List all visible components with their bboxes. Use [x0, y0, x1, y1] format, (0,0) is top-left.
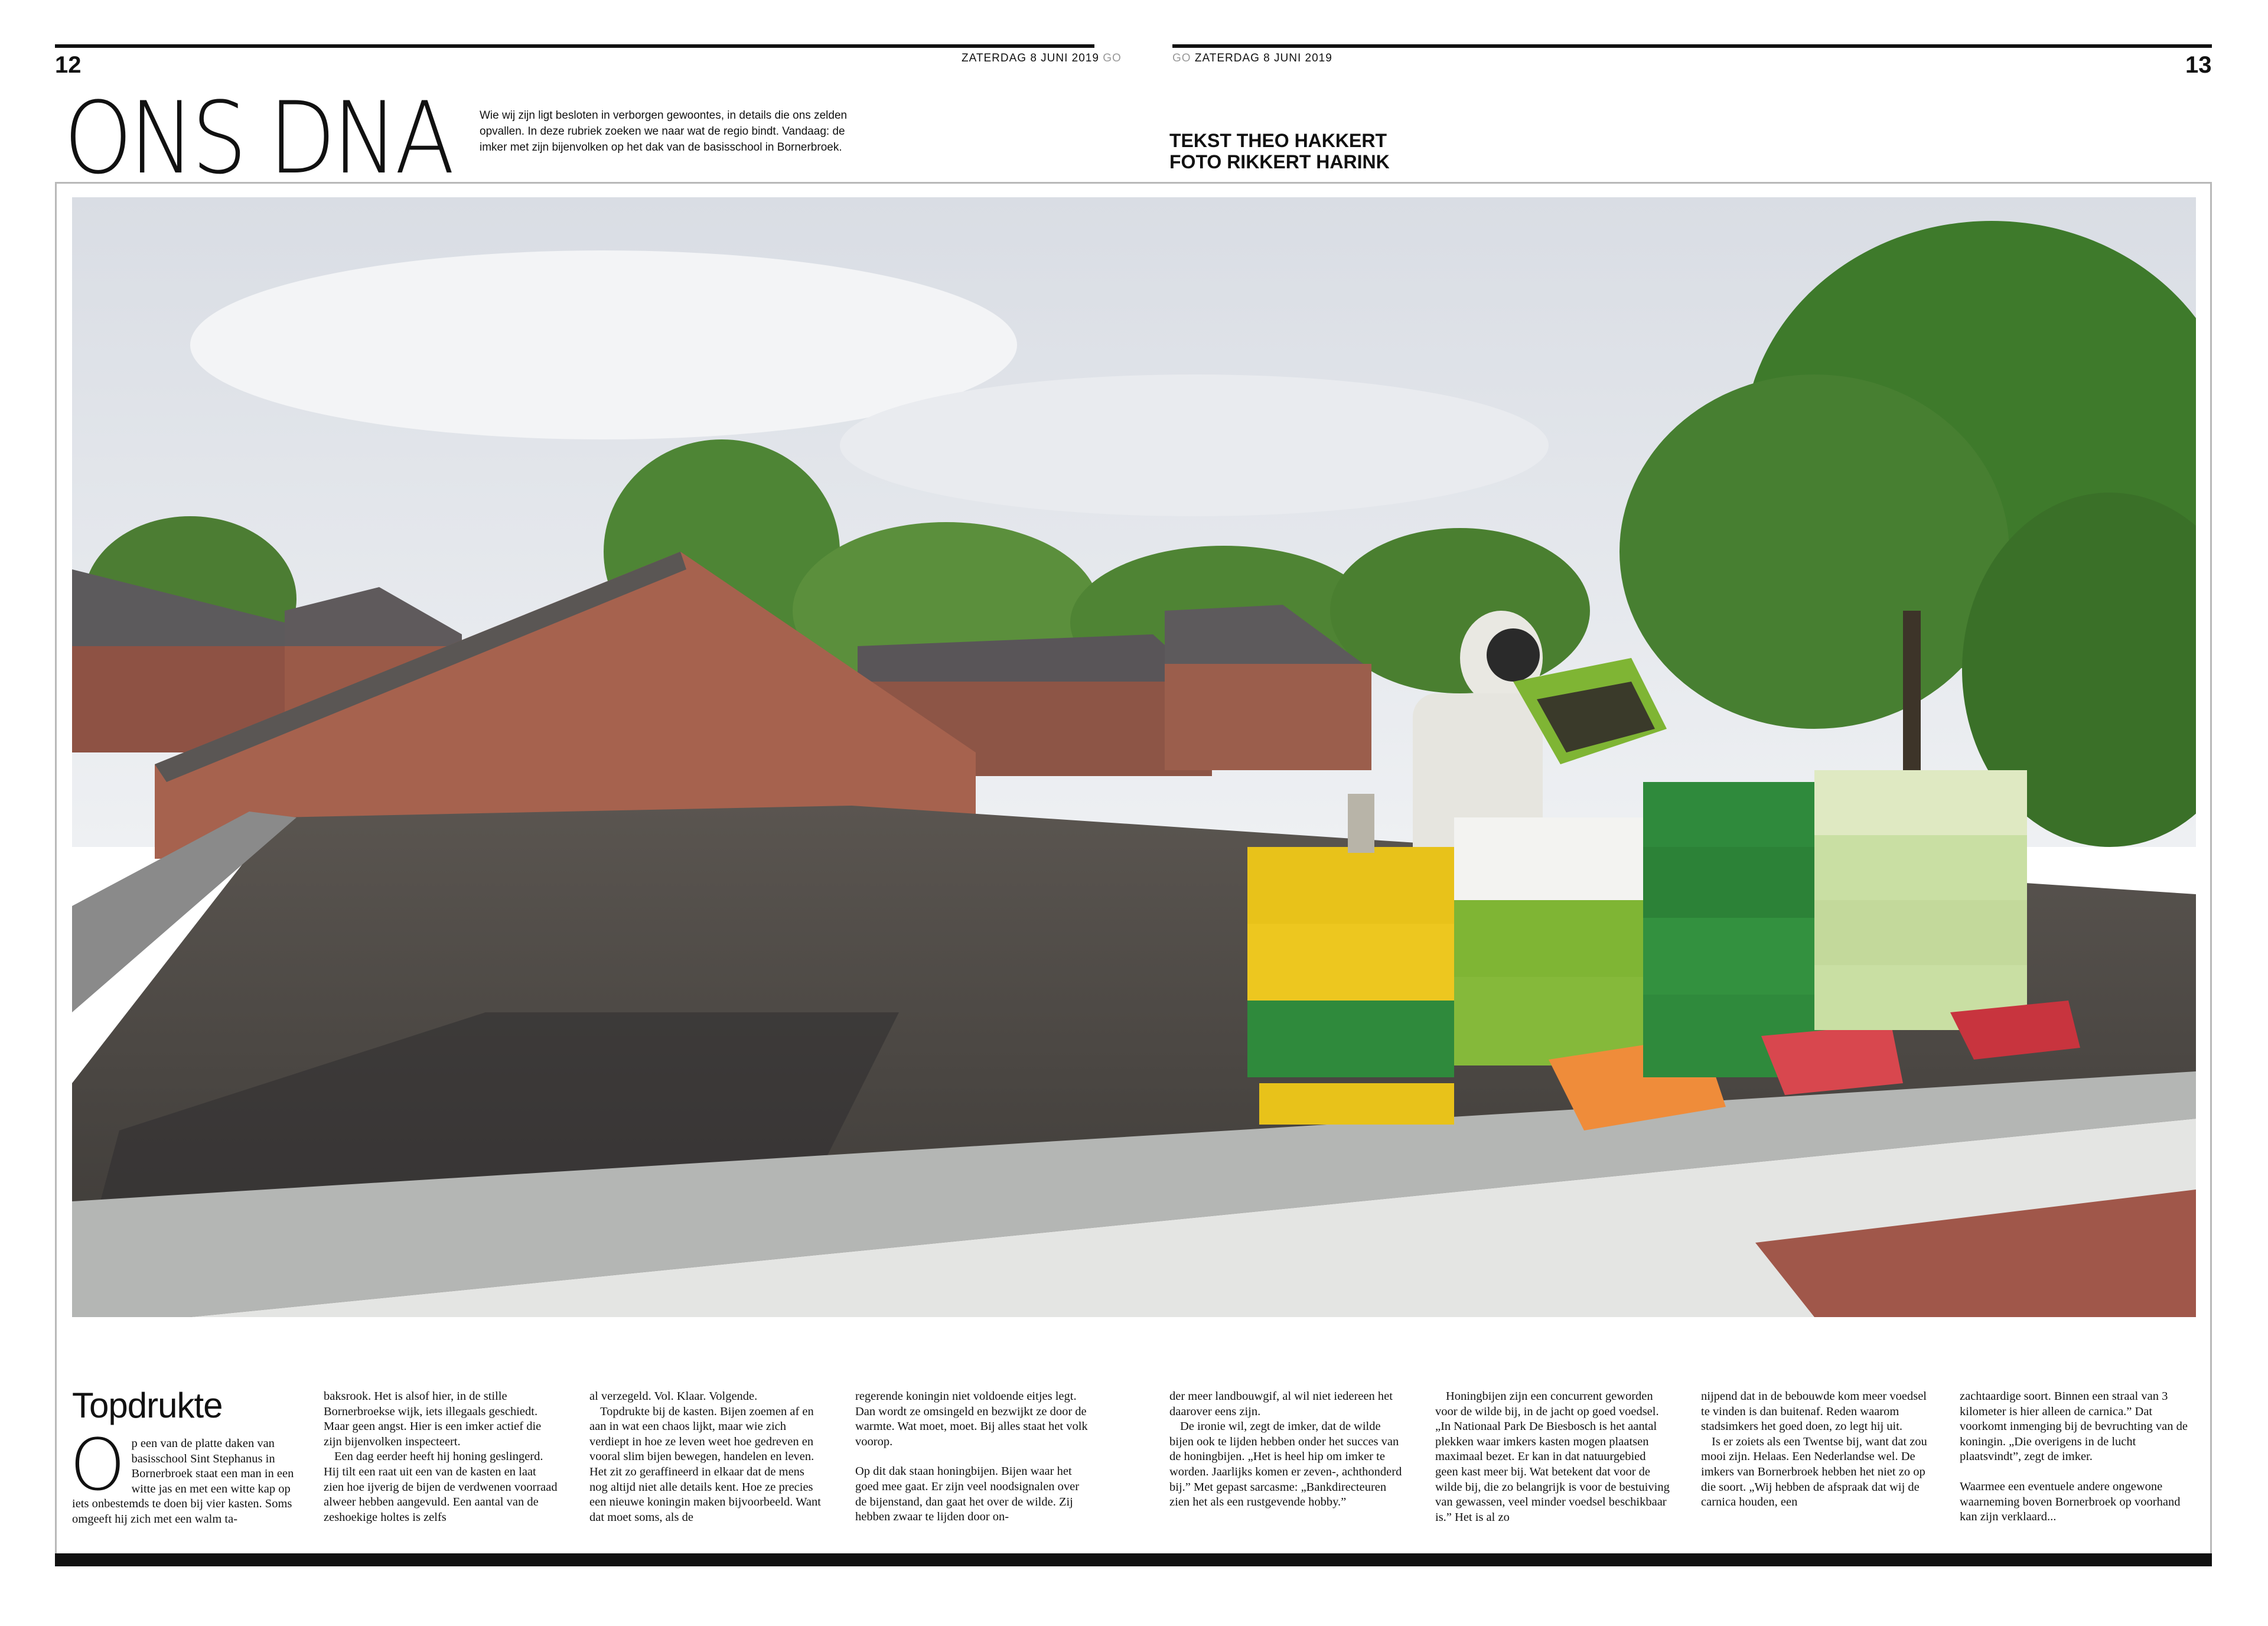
go-mark-left: GO [1103, 52, 1122, 64]
col5-p1: der meer landbouwgif, al wil niet iedereen het daarover eens zijn. [1169, 1390, 1393, 1418]
go-mark-right: GO [1172, 52, 1191, 64]
col7-p2: Is er zoiets als een Twentse bij, want dat zou mooi zijn. Helaas. Een Nederlandse wel. De imkers van Bornerbroek hebben het niet zo op die soort. „Wij hebben de afspraak dat wij de carnica houden, een [1701, 1435, 1927, 1509]
page-number-left: 12 [55, 52, 82, 78]
col3-p2: Topdrukte bij de kasten. Bijen zoemen af en aan in wat een chaos lijkt, maar wie zich verdiept in hoe ze leven weet hoe gedreven en vooral slim bijen bewegen, handelen en leven. Het zit zo geraffineerd in elkaar dat de mens nog altijd niet alle details kent. Hoe ze precies een nieuwe koningin maken bijvoorbeeld. Want dat moet soms, als de [589, 1405, 821, 1524]
col2-p2: Een dag eerder heeft hij honing geslingerd. Hij tilt een raat uit een van de kasten en laat zien hoe ijverig de bijen de verdwenen voorraad alweer hebben aangevuld. Een aantal van de zeshoekige holtes is zelfs [324, 1450, 558, 1524]
article-column-6 [1435, 1389, 1670, 1525]
section-title: ONS DNA [64, 80, 452, 196]
col8-p2: Waarmee een eventuele andere ongewone waarneming boven Bornerbroek op voorhand kan zijn verklaard... [1960, 1480, 2181, 1524]
col4-p1: regerende koningin niet voldoende eitjes legt. Dan wordt ze omsingeld en bezwijkt ze door de warmte. Wat moet, moet. Bij alles staat het volk voorop. [855, 1390, 1088, 1448]
col6-p1: Honingbijen zijn een concurrent geworden voor de wilde bij, in de jacht op goed voedsel. „In Nationaal Park De Biesbosch is het aantal plekken waar imkers kasten mogen plaatsen maximaal bezet. Er kan in dat natuurgebied geen kast meer bij. Wat betekent dat voor de wilde bij, die zo belangrijk is voor de bestuiving van gewassen, veel minder voedsel beschikbaar is.” Het is al zo [1435, 1390, 1670, 1524]
article-column-1 [70, 1425, 307, 1527]
photo-credit: FOTO RIKKERT HARINK [1169, 151, 1390, 172]
article-column-4 [855, 1389, 1090, 1525]
rooftop-beehives-photo [72, 197, 2196, 1317]
col7-p1: nijpend dat in de bebouwde kom meer voedsel te vinden is dan buitenaf. Reden waarom stadsimkers het goed doen, zo legt hij uit. [1701, 1390, 1927, 1433]
date-right-text: ZATERDAG 8 JUNI 2019 [1194, 52, 1332, 64]
article-column-3 [589, 1389, 825, 1525]
col4-p2: Op dit dak staan honingbijen. Bijen waar het goed mee gaat. Er zijn veel noodsignalen over de bijenstand, dan gaat het over de wilde. Zij hebben zwaar te lijden door on- [855, 1465, 1080, 1524]
text-credit: TEKST THEO HAKKERT [1169, 130, 1387, 151]
top-rule-right [1172, 44, 2212, 48]
col1-text: p een van de platte daken van basisschool Sint Stephanus in Bornerbroek staat een man in een witte jas en met een witte kap op iets onbestemds te doen bij vier kasten. Soms omgeeft hij zich met een walm ta- [72, 1437, 294, 1526]
article-column-8 [1960, 1389, 2195, 1525]
section-intro: Wie wij zijn ligt besloten in verborgen gewoontes, in details die ons zelden opvallen. In deze rubriek zoeken we naar wat de regio bindt. Vandaag: de imker met zijn bijenvolken op het dak van de basisschool in Bornerbroek. [480, 109, 848, 154]
date-right [1172, 52, 1332, 65]
drop-cap: O [70, 1425, 126, 1507]
date-left [962, 52, 1122, 65]
bottom-rule [55, 1553, 2212, 1566]
article-column-7 [1701, 1389, 1936, 1510]
page-number-right: 13 [2185, 52, 2212, 78]
article-title: Topdrukte [72, 1386, 223, 1425]
credits [1169, 130, 1390, 172]
top-rule-left [55, 44, 1094, 48]
col5-p2: De ironie wil, zegt de imker, dat de wilde bijen ook te lijden hebben onder het succes van de honingbijen. „Het is heel hip om imker te worden. Jaarlijks komen er zeven-, achthonderd bij.” Met gepast sarcasme: „Bankdirecteuren zien het als een rustgevende hobby.” [1169, 1420, 1402, 1509]
col2-p1: baksrook. Het is alsof hier, in de stille Bornerbroekse wijk, iets illegaals geschiedt. Maar geen angst. Hier is een imker actief die zijn bijenvolken inspecteert. [324, 1390, 542, 1448]
col3-p1: al verzegeld. Vol. Klaar. Volgende. [589, 1390, 758, 1403]
col8-p1: zachtaardige soort. Binnen een straal van 3 kilometer is hier alleen de carnica.” Dat voorkomt inmenging bij de bevruchting van de koningin. „Die overigens in de lucht plaatsvindt”, zegt de imker. [1960, 1390, 2188, 1464]
date-left-text: ZATERDAG 8 JUNI 2019 [962, 52, 1099, 64]
article-column-5 [1169, 1389, 1405, 1510]
article-column-2 [324, 1389, 559, 1525]
